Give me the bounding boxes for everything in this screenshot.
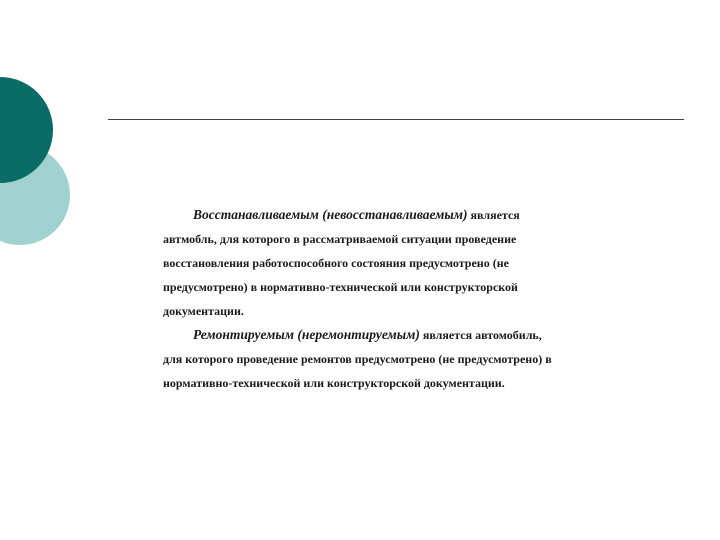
paragraph1-line1 [163,203,633,227]
paragraph2-line3: нормативно-технической или конструкторской документации. [163,376,505,390]
term-repairable: Ремонтируемым (неремонтируемым) [193,327,420,342]
paragraph2-line1 [163,323,633,347]
term-restorable: Восстанавливаемым (невосстанавливаемым) [193,207,468,222]
slide-body [163,203,633,395]
decorative-circles [0,0,90,300]
paragraph1-line2: автмобль, для которого в рассматриваемой ситуации проведение [163,232,517,246]
title-divider [108,119,684,120]
paragraph1-line3: восстановления работоспособного состояния предусмотрено (не [163,256,509,270]
paragraph1-line1-text: является [467,208,520,222]
paragraph2-line2: для которого проведение ремонтов предусмотрено (не предусмотрено) в [163,352,552,366]
paragraph1-line4: предусмотрено) в нормативно-технической или конструкторской [163,280,518,294]
paragraph2-line1-text: является автомобиль, [419,328,542,342]
paragraph1-line5: документации. [163,304,244,318]
